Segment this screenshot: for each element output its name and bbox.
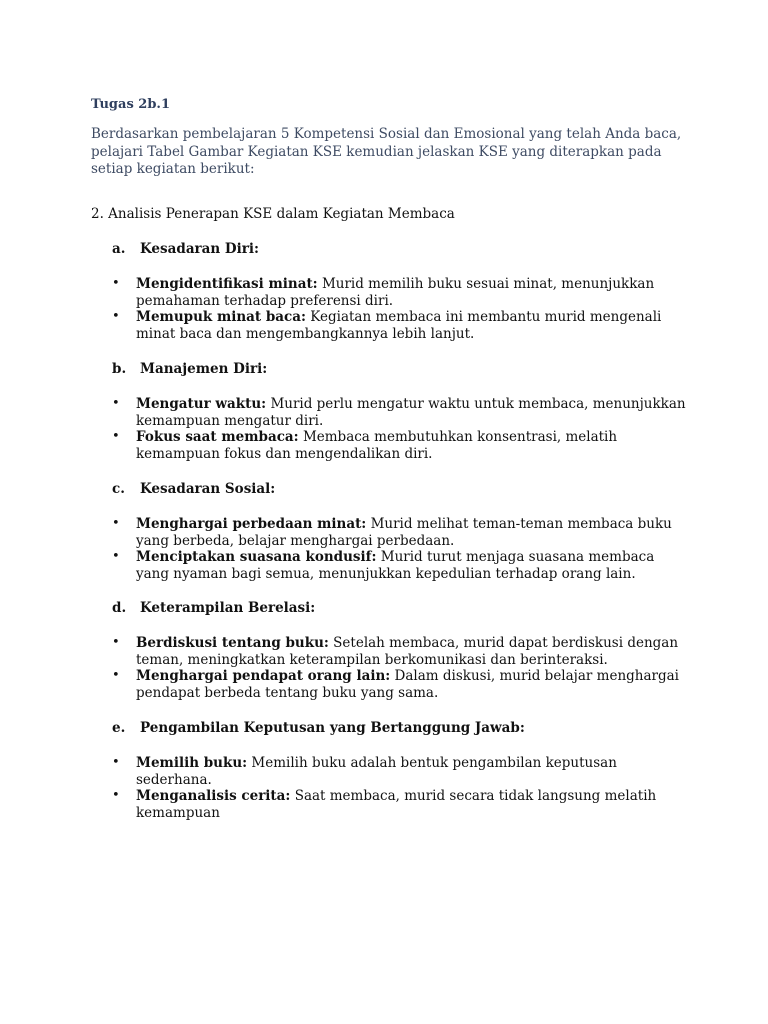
item-term: Menghargai pendapat orang lain: — [136, 668, 391, 684]
bullet-list — [112, 635, 692, 701]
list-item — [112, 429, 691, 462]
subsection-letter: c. — [112, 481, 125, 497]
list-item — [112, 755, 691, 788]
bullet-list — [112, 396, 692, 462]
item-term: Berdiskusi tentang buku: — [136, 635, 329, 651]
bullet-list — [112, 755, 692, 821]
subsection-heading — [112, 600, 692, 617]
subsection-heading — [112, 361, 692, 378]
subsection-heading-text: Manajemen Diri: — [140, 361, 268, 377]
item-term: Mengidentifikasi minat: — [136, 276, 318, 292]
item-term: Menganalisis cerita: — [136, 788, 291, 804]
subsection-letter: d. — [112, 600, 127, 616]
subsection-heading — [112, 481, 692, 498]
section-title: 2. Analisis Penerapan KSE dalam Kegiatan Membaca — [91, 206, 455, 222]
bullet-icon: • — [112, 635, 120, 650]
item-text: Memilih buku adalah bentuk pengambilan keputusan sederhana. — [136, 755, 617, 788]
item-term: Mengatur waktu: — [136, 396, 267, 412]
item-term: Memilih buku: — [136, 755, 248, 771]
subsection-heading-text: Pengambilan Keputusan yang Bertanggung Jawab: — [140, 720, 525, 736]
item-term: Fokus saat membaca: — [136, 429, 299, 445]
item-text: Murid memilih buku sesuai minat, menunjukkan pemahaman terhadap preferensi diri. — [136, 276, 655, 309]
subsection-letter: e. — [112, 720, 126, 736]
item-text: Dalam diskusi, murid belajar menghargai pendapat berbeda tentang buku yang sama. — [136, 668, 679, 701]
list-item — [112, 788, 691, 821]
intro-paragraph: Berdasarkan pembelajaran 5 Kompetensi Sosial dan Emosional yang telah Anda baca, pelajari Tabel Gambar Kegiatan KSE kemudian jelaskan KSE yang diterapkan pada setiap kegiatan berikut: — [91, 126, 682, 177]
task-title: Tugas 2b.1 — [91, 97, 170, 112]
bullet-icon: • — [112, 309, 120, 324]
subsection-pengambilan-keputusan — [112, 720, 692, 821]
list-item — [112, 668, 691, 701]
subsection-heading — [112, 241, 692, 258]
bullet-icon: • — [112, 668, 120, 683]
item-term: Menciptakan suasana kondusif: — [136, 549, 377, 565]
bullet-icon: • — [112, 755, 120, 770]
subsection-heading — [112, 720, 692, 737]
bullet-icon: • — [112, 396, 120, 411]
list-item — [112, 549, 691, 582]
item-term: Menghargai perbedaan minat: — [136, 516, 367, 532]
subsection-letter: a. — [112, 241, 126, 257]
list-item — [112, 635, 691, 668]
bullet-list — [112, 276, 692, 342]
subsection-kesadaran-diri — [112, 241, 692, 342]
subsection-letter: b. — [112, 361, 127, 377]
subsection-heading-text: Keterampilan Berelasi: — [140, 600, 316, 616]
item-text: Murid turut menjaga suasana membaca yang nyaman bagi semua, menunjukkan kepedulian terhadap orang lain. — [136, 549, 655, 582]
bullet-icon: • — [112, 429, 120, 444]
subsection-keterampilan-berelasi — [112, 600, 692, 701]
item-text: Murid perlu mengatur waktu untuk membaca, menunjukkan kemampuan mengatur diri. — [136, 396, 686, 429]
bullet-list — [112, 516, 692, 582]
list-item — [112, 396, 691, 429]
item-text: Saat membaca, murid secara tidak langsung melatih kemampuan — [136, 788, 657, 821]
item-text: Setelah membaca, murid dapat berdiskusi dengan teman, meningkatkan keterampilan berkomunikasi dan berinteraksi. — [136, 635, 679, 668]
subsection-kesadaran-sosial — [112, 481, 692, 582]
subsection-heading-text: Kesadaran Diri: — [140, 241, 259, 257]
item-text: Membaca membutuhkan konsentrasi, melatih kemampuan fokus dan mengendalikan diri. — [136, 429, 618, 462]
list-item — [112, 516, 691, 549]
bullet-icon: • — [112, 516, 120, 531]
bullet-icon: • — [112, 276, 120, 291]
item-term: Memupuk minat baca: — [136, 309, 306, 325]
list-item — [112, 276, 691, 309]
bullet-icon: • — [112, 788, 120, 803]
subsection-manajemen-diri — [112, 361, 692, 462]
bullet-icon: • — [112, 549, 120, 564]
subsection-heading-text: Kesadaran Sosial: — [140, 481, 276, 497]
item-text: Murid melihat teman-teman membaca buku yang berbeda, belajar menghargai perbedaan. — [136, 516, 672, 549]
item-text: Kegiatan membaca ini membantu murid mengenali minat baca dan mengembangkannya lebih lanjut. — [136, 309, 662, 342]
list-item — [112, 309, 691, 342]
